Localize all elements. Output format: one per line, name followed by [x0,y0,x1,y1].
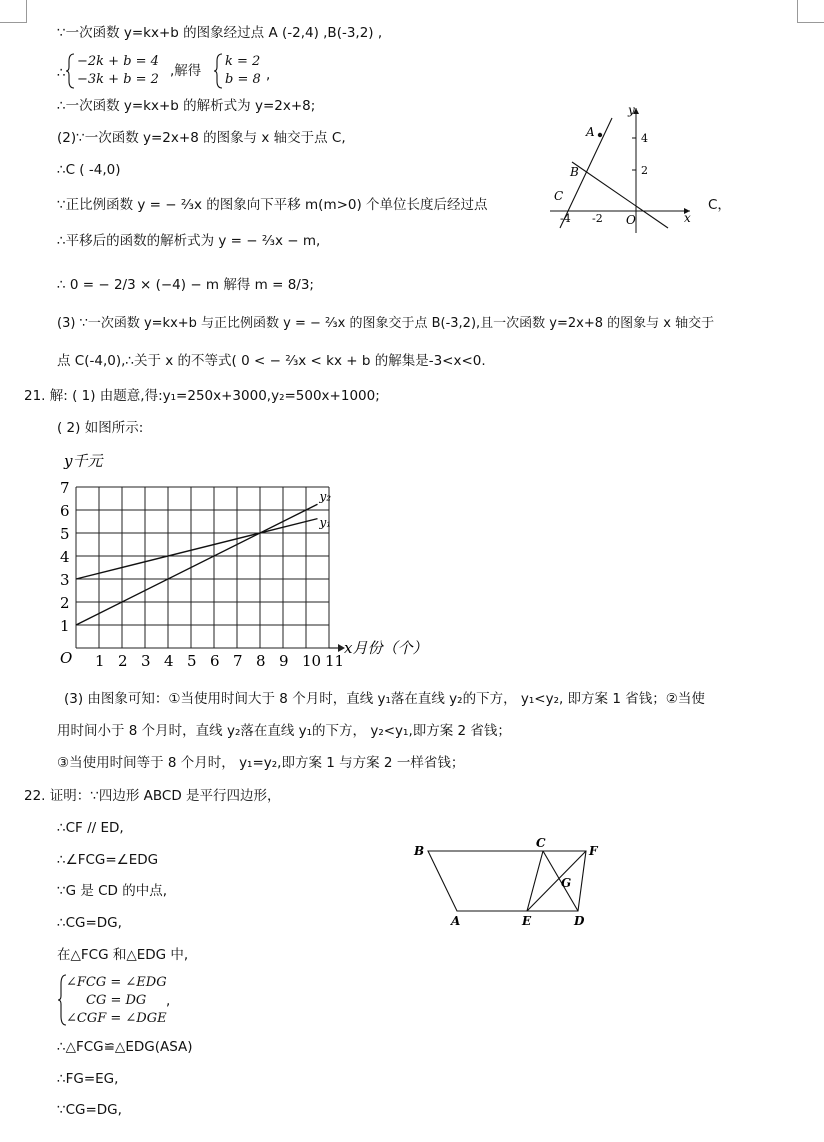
chart-series-line [76,519,318,579]
proof-line-8: ∴FG=EG, [57,1071,119,1087]
proof-line-4: ∴CG=DG, [57,915,122,931]
chart-y-label: y千元 [64,452,103,470]
tick-label-neg4: -4 [560,212,571,225]
point-label-c: C [554,189,564,203]
solve-word: ,解得 [170,63,202,79]
parallelogram-figure [410,835,610,930]
vertex-label-d: D [574,914,585,928]
problem-21-line-2: ( 2) 如图所示: [57,420,144,436]
vertex-label-a: A [451,914,461,928]
equation-system-row-1: −2k + b = 4 [77,54,159,69]
proof-line-9: ∵CG=DG, [57,1102,122,1118]
chart-y-tick-label: 4 [60,548,70,566]
chart-series-label: y₂ [319,489,332,504]
vertex-label-g: G [561,876,572,890]
axis-label-x: x [684,211,691,225]
proof-line-2: ∴∠FCG=∠EDG [57,852,159,868]
chart-y-tick-label: 6 [60,502,70,520]
chart-x-tick-label: 7 [233,652,243,670]
chart-x-tick-label: 1 [95,652,105,670]
chart-x-tick-label: 11 [325,652,345,670]
solution-row-2: b = 8 [225,72,261,87]
chart-x-tick-label: 4 [164,652,174,670]
text-line-4: (2)∵一次函数 y=2x+8 的图象与 x 轴交于点 C, [57,130,346,146]
congruence-comma: , [166,993,171,1009]
crop-mark-top-right [797,0,824,23]
cost-chart [52,448,452,678]
chart-y-tick-label: 2 [60,594,70,612]
solution-row-1: k = 2 [225,54,261,69]
text-line-5: ∴C ( -4,0) [57,162,121,178]
equation-system-row-2: −3k + b = 2 [77,72,159,87]
text-line-7: ∴平移后的函数的解析式为 y = − ⅔x − m, [57,233,321,249]
proof-line-5: 在△FCG 和△EDG 中, [57,947,189,963]
tick-label-2: 2 [641,164,648,177]
problem-21-line-1: 21. 解: ( 1) 由题意,得:y₁=250x+3000,y₂=500x+1000; [24,388,380,404]
problem-22-line-1: 22. 证明：∵四边形 ABCD 是平行四边形， [24,788,281,804]
chart-y-tick-label: 3 [60,571,70,589]
brace-icon [214,53,224,89]
chart-x-tick-label: 5 [187,652,197,670]
chart-x-tick-label: 3 [141,652,151,670]
solution-comma: , [266,67,271,83]
text-line-8: ∴ 0 = − 2/3 × (−4) − m 解得 m = 8/3; [57,277,314,293]
chart-x-tick-label: 10 [302,652,322,670]
crop-mark-top-left [0,0,27,23]
tick-label-neg2: -2 [592,212,603,225]
origin-label: O [626,213,636,227]
point-label-b: B [570,165,579,179]
chart-x-label: x月份（个） [344,639,428,657]
chart-x-tick-label: 6 [210,652,220,670]
chart-origin-label: O [60,649,73,667]
chart-x-tick-label: 2 [118,652,128,670]
problem-21-line-4: 用时间小于 8 个月时，直线 y₂落在直线 y₁的下方， y₂<y₁,即方案 2 省钱； [57,723,511,739]
proof-line-3: ∵G 是 CD 的中点, [57,883,168,899]
text-line-1: ∵一次函数 y=kx+b 的图象经过点 A (-2,4) ,B(-3,2) , [57,25,383,41]
axis-label-y: y [628,103,635,117]
congruence-condition-2: CG = DG [86,993,147,1008]
chart-y-tick-label: 7 [60,479,70,497]
problem-21-line-5: ③当使用时间等于 8 个月时， y₁=y₂,即方案 1 与方案 2 一样省钱； [57,755,465,771]
proof-line-7: ∴△FCG≌△EDG(ASA) [57,1039,193,1055]
vertex-label-f: F [589,844,598,858]
chart-x-tick-label: 9 [279,652,289,670]
vertex-label-e: E [522,914,532,928]
text-line-6: ∵正比例函数 y = − ⅔x 的图象向下平移 m(m>0) 个单位长度后经过点 [57,197,488,213]
congruence-condition-3: ∠CGF = ∠DGE [66,1011,167,1026]
brace-icon [66,53,76,89]
text-line-3: ∴一次函数 y=kx+b 的解析式为 y=2x+8; [57,98,316,114]
chart-y-tick-label: 5 [60,525,70,543]
tick-label-4: 4 [641,132,648,145]
point-label-a: A [586,125,595,139]
problem-21-line-3: (3) 由图象可知：①当使用时间大于 8 个月时，直线 y₁落在直线 y₂的下方， y₁<y₂, 即方案 1 省钱；②当使 [64,691,705,707]
text-line-2-prefix: ∴ [57,65,66,81]
text-line-6-end: C， [708,197,731,213]
chart-x-tick-label: 8 [256,652,266,670]
text-line-10: 点 C(-4,0),∴关于 x 的不等式( 0 < − ⅔x < kx + b 的解集是-3<x<0. [57,353,486,369]
chart-series-line [76,504,318,625]
coordinate-figure [540,98,700,238]
vertex-label-b: B [414,844,425,858]
congruence-condition-1: ∠FCG = ∠EDG [66,975,167,990]
proof-line-1: ∴CF // ED, [57,820,124,836]
chart-series-label: y₁ [319,515,332,530]
vertex-label-c: C [536,836,546,850]
text-line-9: (3) ∵一次函数 y=kx+b 与正比例函数 y = − ⅔x 的图象交于点 B(-3,2),且一次函数 y=2x+8 的图象与 x 轴交于 [57,316,715,331]
chart-y-tick-label: 1 [60,617,70,635]
